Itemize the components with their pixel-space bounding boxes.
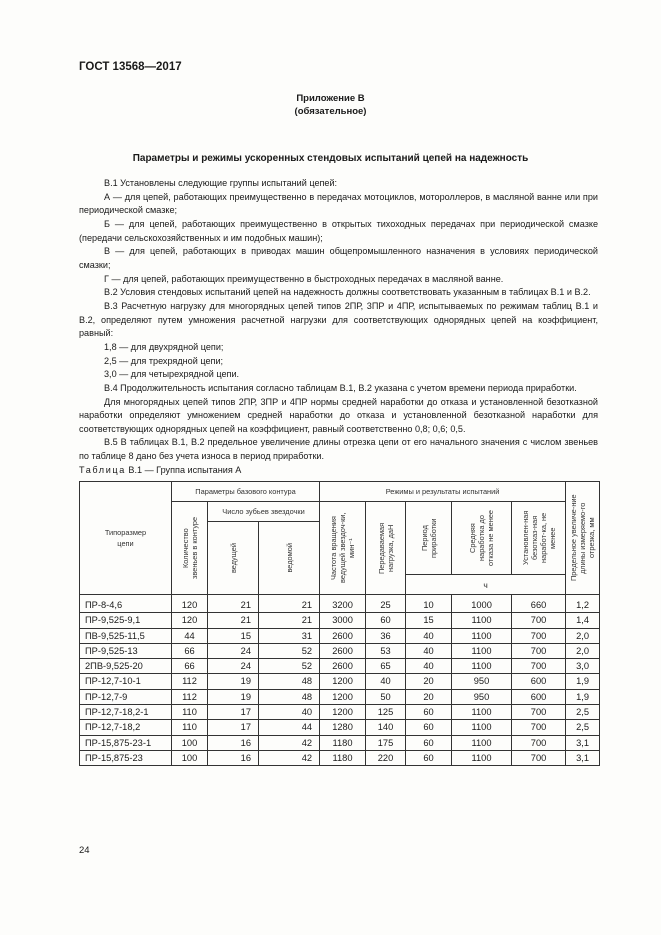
table-caption <box>79 465 241 475</box>
cell-links: 66 <box>172 659 208 674</box>
cell-mtbf: 1100 <box>452 720 512 735</box>
cell-mtbf: 950 <box>452 689 512 704</box>
cell-mtbf: 1100 <box>452 735 512 750</box>
cell-reliable: 700 <box>512 659 566 674</box>
cell-rotation: 1200 <box>320 689 366 704</box>
paragraph: В.1 Установлены следующие группы испытаний цепей: <box>104 178 338 188</box>
cell-rotation: 2600 <box>320 643 366 658</box>
page-number: 24 <box>79 845 90 856</box>
cell-running-in: 60 <box>406 735 452 750</box>
cell-running-in: 40 <box>406 628 452 643</box>
col-group-teeth: Число зубьев звездочки <box>208 502 320 522</box>
cell-elongation: 1,9 <box>566 689 600 704</box>
cell-reliable: 700 <box>512 628 566 643</box>
cell-chain-size: ПР-12,7-18,2-1 <box>80 705 172 720</box>
cell-rotation: 3200 <box>320 595 366 613</box>
col-links-count: Количество звеньев в контуре <box>172 502 208 595</box>
table-row <box>80 595 600 613</box>
cell-load: 53 <box>366 643 406 658</box>
table-caption-text: В.1 — Группа испытания А <box>128 465 242 475</box>
cell-chain-size: ПР-9,525-9,1 <box>80 613 172 628</box>
cell-mtbf: 1100 <box>452 659 512 674</box>
col-mtbf: Средняя наработка до отказа не менее <box>452 502 512 575</box>
appendix-title: Приложение В <box>296 93 365 104</box>
paragraph: В.4 Продолжительность испытания согласно таблицам В.1, В.2 указана с учетом времени периода приработки. <box>104 382 577 393</box>
paragraph: В — для цепей, работающих в приводах машин общепромышленного назначения в условиях периодической смазки; <box>79 246 598 270</box>
col-running-in: Период приработки <box>406 502 452 575</box>
cell-reliable: 600 <box>512 689 566 704</box>
cell-rotation: 1200 <box>320 705 366 720</box>
cell-links: 44 <box>172 628 208 643</box>
cell-driving: 24 <box>208 659 259 674</box>
cell-elongation: 1,2 <box>566 595 600 613</box>
cell-reliable: 600 <box>512 674 566 689</box>
table-caption-word: Таблица <box>79 465 126 475</box>
cell-rotation: 3000 <box>320 613 366 628</box>
paragraph: Для многорядных цепей типов 2ПР, 3ПР и 4ПР нормы средней наработки до отказа и установленной безотказной наработки определяют умножением средней наработки до отказа и установленной безотказной наработки для соответствующих однорядных цепей на коэффициент, равный соответственно 0,8; 0,6; 0,5. <box>79 396 598 434</box>
cell-elongation: 2,0 <box>566 628 600 643</box>
cell-mtbf: 950 <box>452 674 512 689</box>
cell-elongation: 3,1 <box>566 735 600 750</box>
cell-reliable: 700 <box>512 735 566 750</box>
cell-driving: 16 <box>208 750 259 765</box>
table-row <box>80 613 600 628</box>
cell-running-in: 15 <box>406 613 452 628</box>
table-row <box>80 750 600 765</box>
col-group-modes: Режимы и результаты испытаний <box>320 482 566 502</box>
cell-driving: 24 <box>208 643 259 658</box>
cell-load: 25 <box>366 595 406 613</box>
cell-load: 36 <box>366 628 406 643</box>
cell-rotation: 1180 <box>320 750 366 765</box>
table-row <box>80 689 600 704</box>
table-row <box>80 643 600 658</box>
cell-rotation: 1200 <box>320 674 366 689</box>
col-chain-size: Типоразмер цепи <box>80 482 172 595</box>
table-row <box>80 659 600 674</box>
cell-mtbf: 1100 <box>452 643 512 658</box>
cell-reliable: 700 <box>512 613 566 628</box>
cell-load: 65 <box>366 659 406 674</box>
paragraph: В.2 Условия стендовых испытаний цепей на надежность должны соответствовать указанным в таблицах В.1 и В.2. <box>104 287 591 298</box>
cell-driven: 42 <box>259 750 320 765</box>
col-driving: ведущей <box>208 522 259 595</box>
col-group-base-params: Параметры базового контура <box>172 482 320 502</box>
cell-links: 120 <box>172 613 208 628</box>
cell-chain-size: ПР-15,875-23-1 <box>80 735 172 750</box>
paragraph: Г — для цепей, работающих преимущественно в быстроходных передачах в масляной ванне. <box>104 273 504 284</box>
col-hours-unit: ч <box>406 575 566 595</box>
col-elongation: Предельное увеличе-ние длины измеряемо-го отрезка, мм <box>566 482 600 595</box>
cell-mtbf: 1000 <box>452 595 512 613</box>
cell-links: 112 <box>172 689 208 704</box>
cell-mtbf: 1100 <box>452 705 512 720</box>
cell-driving: 21 <box>208 595 259 613</box>
cell-elongation: 3,0 <box>566 659 600 674</box>
col-load: Передаваемая нагрузка, даН <box>366 502 406 595</box>
cell-links: 66 <box>172 643 208 658</box>
appendix-status: (обязательное) <box>294 106 367 117</box>
cell-links: 112 <box>172 674 208 689</box>
paragraph: Б — для цепей, работающих преимущественно в открытых тихоходных передачах при периодической смазке (передачи сельскохозяйственных и им подобных машин); <box>79 218 598 243</box>
cell-driving: 16 <box>208 735 259 750</box>
cell-driven: 21 <box>259 613 320 628</box>
paragraph: В.3 Расчетную нагрузку для многорядных цепей типов 2ПР, 3ПР и 4ПР, испытываемых по режимам таблиц В.1 и В.2, определяют путем умножения расчетной нагрузки для соответствующих однорядных цепей на коэффициент, равный: <box>79 300 598 339</box>
cell-rotation: 2600 <box>320 659 366 674</box>
table-row <box>80 628 600 643</box>
cell-running-in: 60 <box>406 720 452 735</box>
cell-links: 100 <box>172 735 208 750</box>
cell-chain-size: ПР-15,875-23 <box>80 750 172 765</box>
cell-mtbf: 1100 <box>452 750 512 765</box>
list-item: 3,0 — для четырехрядной цепи. <box>104 369 240 380</box>
cell-elongation: 1,4 <box>566 613 600 628</box>
cell-load: 175 <box>366 735 406 750</box>
table-row <box>80 705 600 720</box>
list-item: 2,5 — для трехрядной цепи; <box>104 355 224 366</box>
cell-load: 125 <box>366 705 406 720</box>
col-reliable: Установлен-ная безотказ-ная наработ-ка, не менее <box>512 502 566 575</box>
cell-chain-size: ПР-12,7-9 <box>80 689 172 704</box>
cell-running-in: 20 <box>406 689 452 704</box>
cell-running-in: 10 <box>406 595 452 613</box>
cell-elongation: 2,5 <box>566 705 600 720</box>
paragraph: А — для цепей, работающих преимущественно в передачах мотоциклов, мотороллеров, в масляной ванне или при периодической смазке; <box>79 191 598 216</box>
cell-reliable: 700 <box>512 720 566 735</box>
col-rotation-freq: Частота вращения ведущей звездоч-ки, мин⁻¹ <box>320 502 366 595</box>
col-driven: ведомой <box>259 522 320 595</box>
cell-links: 120 <box>172 595 208 613</box>
appendix-heading <box>0 92 661 118</box>
cell-elongation: 2,5 <box>566 720 600 735</box>
cell-driven: 40 <box>259 705 320 720</box>
cell-driven: 42 <box>259 735 320 750</box>
cell-mtbf: 1100 <box>452 628 512 643</box>
cell-mtbf: 1100 <box>452 613 512 628</box>
cell-elongation: 3,1 <box>566 750 600 765</box>
cell-reliable: 700 <box>512 643 566 658</box>
cell-running-in: 40 <box>406 643 452 658</box>
cell-driven: 44 <box>259 720 320 735</box>
cell-driving: 21 <box>208 613 259 628</box>
cell-driven: 48 <box>259 689 320 704</box>
cell-reliable: 700 <box>512 750 566 765</box>
cell-driven: 52 <box>259 659 320 674</box>
cell-reliable: 660 <box>512 595 566 613</box>
cell-rotation: 2600 <box>320 628 366 643</box>
cell-chain-size: ПР-12,7-18,2 <box>80 720 172 735</box>
table-row <box>80 720 600 735</box>
cell-load: 140 <box>366 720 406 735</box>
cell-chain-size: ПР-9,525-13 <box>80 643 172 658</box>
cell-running-in: 60 <box>406 750 452 765</box>
body-text <box>79 177 598 464</box>
cell-driven: 52 <box>259 643 320 658</box>
cell-links: 100 <box>172 750 208 765</box>
cell-chain-size: ПР-8-4,6 <box>80 595 172 613</box>
cell-elongation: 1,9 <box>566 674 600 689</box>
list-item: 1,8 — для двухрядной цепи; <box>104 341 224 352</box>
cell-load: 220 <box>366 750 406 765</box>
cell-driving: 17 <box>208 705 259 720</box>
cell-driven: 21 <box>259 595 320 613</box>
table-row <box>80 735 600 750</box>
cell-driving: 19 <box>208 689 259 704</box>
cell-driven: 31 <box>259 628 320 643</box>
cell-chain-size: 2ПВ-9,525-20 <box>80 659 172 674</box>
cell-links: 110 <box>172 720 208 735</box>
cell-running-in: 40 <box>406 659 452 674</box>
cell-running-in: 20 <box>406 674 452 689</box>
cell-running-in: 60 <box>406 705 452 720</box>
section-title: Параметры и режимы ускоренных стендовых испытаний цепей на надежность <box>132 153 529 164</box>
cell-load: 40 <box>366 674 406 689</box>
cell-rotation: 1280 <box>320 720 366 735</box>
document-code: ГОСТ 13568—2017 <box>79 61 182 73</box>
cell-load: 60 <box>366 613 406 628</box>
cell-elongation: 2,0 <box>566 643 600 658</box>
cell-driving: 19 <box>208 674 259 689</box>
cell-reliable: 700 <box>512 705 566 720</box>
cell-rotation: 1180 <box>320 735 366 750</box>
cell-chain-size: ПР-12,7-10-1 <box>80 674 172 689</box>
test-parameters-table <box>79 481 600 766</box>
cell-links: 110 <box>172 705 208 720</box>
paragraph: В.5 В таблицах В.1, В.2 предельное увеличение длины отрезка цепи от его начального значения с числом звеньев по таблице 8 дано без учета износа в период приработки. <box>79 437 598 462</box>
cell-driving: 15 <box>208 628 259 643</box>
table-row <box>80 674 600 689</box>
cell-load: 50 <box>366 689 406 704</box>
cell-driving: 17 <box>208 720 259 735</box>
cell-driven: 48 <box>259 674 320 689</box>
cell-chain-size: ПВ-9,525-11,5 <box>80 628 172 643</box>
